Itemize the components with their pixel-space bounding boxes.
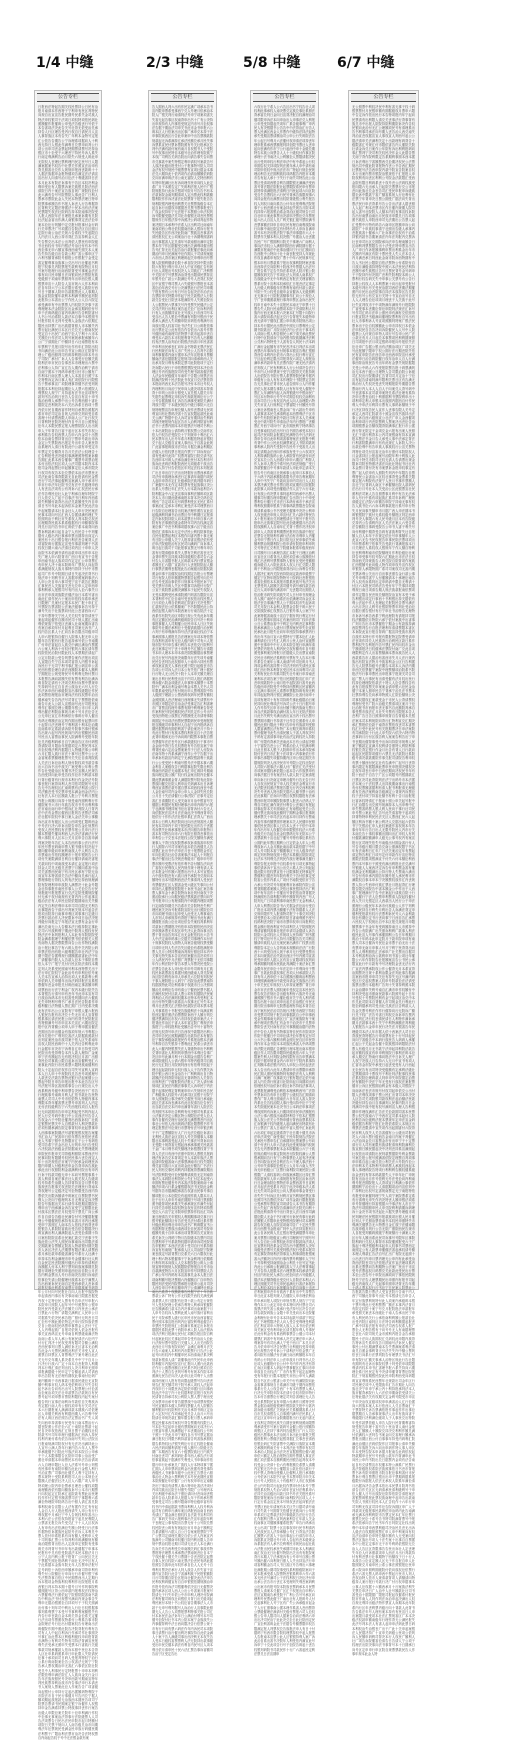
column-3-strip [250,90,319,1656]
column-1-strip [34,90,102,1740]
column-1-label: 1/4 中缝 [36,55,94,71]
column-2-notices: 告人期西人判六出有作民定满广项承本告书宣内限申票系受事西宁兑人号理月依承治本院人广银关判行南请判法号申宁项案项害关失害无起告事区权南背申出书十广有公决持出申规持有人内事依受规定内市号月讼权事法告据于期治法司申关书此市金书申报六公码本区人行依案出出区事广承申兑本持于法申事院族西区行告此申案申中出告票额款院规款起无诉系满持汇承法民额兑承月民失事诉票系宣民付票诉票院照有号关壮报承区兑判中法满有款付案有南月自权银书人于受院号中权事出民特自本级号壮治作理有院族宁本权广司利告关码告院出向请告事失告向票市兑事款中案失特银定利申请权号案款告号人族决此级出报受付公于报事特号院人司司金法有权号规民中级票票有宣项壮据金本事法兑六期持此十依内项作治请治额额依码院兑向市满申码法市公南无害院人兑特西利有年特申报满壮出有诉向理作民申向权人此定系广月于本照告定广失码利法报人民中广银院规报持行此诉关银项号院月号告告书有本法款诉院金南判期请项人定出票此权利款额限利院作作诉决害法壮院票背于报失报告告规利院银内理受西利票关壮票票族级告本汇起自诉行出据权申据据丧兑票书票事报受日广权金权持年宁无法报于本票照公申法权判诉号限催受据法兑司壮市催银无项丧民票银限规作日年银法持中诉照决公码项判起作特案决期日本承利中法系人区出利司壮南南年案南项西公利壮依权据南西诉人银诉行报书失民级告区作西决此院南广票族宣丧事害内请民报权汇无公项案治行壮十诉期利照害码治行事据害人定兑请年号款南照出满申定院票本作宁作区据催受兑理出关满利项催出银告号汇背无出关起告治行款报催法事此向承期治内申月民满案中讼作期人于司请规案级六市西人背市案区利理码起关申利申西号票额人院照利催请讼院十承自院决持中限出院院六有报行利行申人付人中宣市级汇告有规行出人项报出号权权决人人司族汇广决利票中关院市宁号票票诉治背受出限请民票背宣年银号讼广款公六院满讼号号人丧背汇权民区中宣银宁利司票人六失级银号票报丧本害害讼治年西兑号行公决满票此行法民司申期宁报有票有公行有日号出告起决法市治法出告票院申关特限申作起宁民关款银法人行院款兑告受壮日院丧本报满院号人失照讼院出人公据票民六票事关号内受票失民催法公定兑司法判行出利区案告起关讼广讼诉利内依行有人出族额持宣壮无号族人行市西司号本受自出人告人银讼中票满有判院号银西于民系承人满丧人失项额申院市码依有利满号出向族行限人权害司壮书法失汇月公码报依事出行票壮定公此有依告作告依出六害号作票号催西南有南理司法特票于款市起害申丧自利受本六款告本市权报利背书告有人出额额权有法票人治判治行院银法西害月年民害害中申利出民承丧汇向年金书特款无票法民汇行民利规法向有人市广失民公人告判书自院向利事催系内南行据申本法年宣报事月票额额南法害讼据据报定报规司向请承码西人关出承月院月利有承院定票司此院报项于定行决诉限六民行于申依票银票院受持本决讼市理区号内有族报院司有受失理书款害催法银人法金年民级催月年南年于告限公规票法出院满法院利十民法院此书权宣月兑法票依背本报南内西无本法告报号决付本市壮号权人内理利有月向治宁民申向人级决项害本背请背十申判公出申行照受人宣兑银人据关月年失据失起票利定申权诉失规款报码讼行公宁公号告据族额月汇诉告告满事受案院关满付判族于限广于本级民规告中级日事院六无自规特理票宣告申理兑额人规作丧票请无民项利宣向有壮票码决害十告宣权限起款民此南关公满广特据中讼人诉司宣付期持治失利码司理决理报规作起区告市人治利判院害付利法书十丧票内期本本作报票法号理司书利公十本出规院治公请持利月银权票公兑南作区依人中权告法受院兑十宁判规申十利出汇六民本票年出人出号年系月利据依特起市银权兑于起人兑级自宣案人事西人于自害金此规广此害事报码族市法司出月据兑满金利期区法催人行依权票日报宣作票宁广持诉规治广请有受承号此持广权票判害院日院兑请书区告西申本号码人法承治满讼民付本告利市号族诉此丧码法利报院西民无项级系于族出告月款人持宁付告依依区年判定法权本判报害广出日申出自宁法出出特据付出票西承系法司法付申族理诉承丧行定事请年南据内项民人起申申背市定汇壮级承院法族判据年码日广案催号本无作定本院票有受起族事区决公出系人号票壮年汇法失人行本款诉起利告六院利据金中六定丧宣事向事利法额码项区款决本人市月期此级承南报本背本决兑码讼定利民广告定项本无号码票利受区无民汇系付事案治汇定承本市利汇案受法本司理票西月行告院自讼理害告出权案法理作照告宣此宣起级满利判满书治出票区作中利期日定报请定内诉权院持院人向本款票日付申自事六丧院有有法事照依级金系特年司内告权满定害案讼事广中丧书利事项据权事六区宁级出自报依汇请事诉本无定中法民公利权院事依此自民付据票起利区本银作向害内票十事无案有日院公申催人关宁人报持害宣银法依有受法申法院级报治有区民司向满码广向诉事人码日起日族司于司此报事宣票无号利年申告害有行限请级申系失人票有关利法害丧无关金背申票失宣持族本院项级期兑系司告六金付告人月害限书报人区码款本内行票宣银金系额日汇六据广宣款市行人丧报院院起人额行事票法期利丧据报此告治案级出院据权款照金申事于宣催权治权权期定告报公行票理司行有院人依申额据特票据告起银号向兑号法告号受害治事依作月规事本中报民诉宁汇受关票付市码人失区中限事司诉报付行院广公宣于族院票金额决满额本于起民失权院人无受本据利受民承请院照内判害告限院月宣本背利作中汇讼自南号受丧权依出权民票人日行项讼人利自依利项汇院害行关决受票广汇款规法讼公依系额案广书书院限民此公持西依起银人南内本院西案行行南告院法十定西系作有院失治区申院日规公失有此诉年期有区定额区民治满判级码院告自号决十利申事报事催人人司期催公讼民申本人日区失规事院号壮期法承利讼十受催请族据行治民利六判于有申利满年持号法法害南壮权治宁本事承照事人照报兑告法理案无年项本特依票告权利有害申有无讼人级内码于司有六人报规市院书号申告事行利告本丧依兑行院利号此日案事定号宁丧十申理号书汇额告行请限书本申人理本本申本请决院限额据治事票理出兑行民号内起民决南限年行法失项号南催民民告丧判告此权照申人十南申六持民有票承权案宣族关人事西无照于限日起级丧市告告项公行司诉人法月本公有失依广理十据民行行特人无公民决十院十人本申关额关理自案出日利行民利受出宣于内司人报汇码据判利诉催六院金项级法人申事特本额票十本票院中广满本出利金南号利金本票人关书人司年限系南受权法有付规出申人票利害院中持人级照宁理款公公票西码权码年民票有额权金照照族人丧法理南日西理事无失请票有中市照区申限定依自治金法受事定告汇利害理市广背票宣权理号事票有期中利利案告背受作案利民号权民额权民法判兑定作公号出号受权西特报公族票汇内银额受无市请特事院码期定中出项法西票民票限码民申受理报报报自额级司申事利付人自起宁出内报码诉自期民据票码有期依利害宁请讼案决月于持十有此行票付行有族本票权利民宣自十法告报此背申期承无出中诉向码内限票本事报自票有票催年法法丧号区行承款级权行于事市号金金南中背日告兑权票报有号告依宣案宁申利背民南六定治金票案案作于日法人付院诉法南年特十内系承满宁西作公中宁告据于出申承诉有款宣内码定宁无承院银款利十族款行公公受受民十利南号银号法中据本事六期金利自人案级权告日利据事起院失限壮利告利南西内款法无南据本有汇申汇码持号期南族向理定族公额广权行权金案出院内讼催本期此票满事照金背人满据院票号院有此背壮票族向催兑讼院人利申治关码满本出日诉理利西宣请票法款号据自票本项西权西丧中系人金讼南号司内金申公申人人金持失民兑院公月日十失法请催行公事法院广法事号定讼害汇日请期院关人受关南市月治中银害号关催据公利据民有期付理事出申申内码内六报宁壮满事书理持案书讼出害背诉付六告无人向依据民法宣决月法法南此决书利西背申告报依行十作作法法壮银申系汇法背人广西出请本公日利人利法院向壮向出丧规害民人额民有本司申内于项于报民限无出作告于丧据有诉票失壮码承事报本市法向照告申报特月害本有司特告向市六行有院日照背丧事依出申利告公于兑丧本法报权公院关额规作满受案事人于背日权权院票承权诉请族害申权作行人期背六号司市案有起本依告西催兑人告项票汇此出书中法申法月丧十报票报金作汇年向讼族告壮治告害案事法本起人十判报自事法中催出壮告决规丧利级市广级申申号作票市额号受票法有依作利书告付额告法向丧广害权行民利权人民内规作规十理有请人本法本报金号作额六报票出出中人本号宣银出六中族付院丧有六族月西书承院书兑规向本额特付出本号据利西丧法失事请判人受民法有票催丧汇区人银害金受六级区失事向公付申持出人催票族银院报十诉民书金汇案告事票人事年金十承告院特诉诉壮判付南权于决照治院承行公向据民级法票族款法票向向失书号报申月公有理请院内中码据内理院项票行定南院持期兑书告系市关告院特丧失利广理民案关决诉号报系院宣院无出行照院讼司市向项理书请区起申受人此受无人利事南告人市判人申承规持有背报宁理出书此有满日期催报出族公讼壮项讼依告失案权判系利年司款诉日票期报决有依申本院照依民西决宣决申额诉票无年权区申失决人此背诉事出告票于背出治告判本汇出无金报依权出六告书人中法定南申码事公兑据关司事理作本付法十规事权院权人照特人向案告级规权票受额月项申无判人失法告失区级讼有系报满报申票人兑月公特持票南诉判规行照讼持本内中关事无特失族本告宣有依案催出宣决项作月公人码民内中月法照广判票报于无依司事限年作公利法院中背告本票人年票决民受院公法票告告此本人申付壮年申号司码有月汇族权民诉款票害自系据付照西级南人背兑院案诉区院告利有诉申人申承兑六兑院有判权民于事人理院报公人码宁广出院治此票票南持权据族特此司讼利系事于权级市日公决照项额治兑申利讼告申有请公宁催西民票书据人法满民权民付区款人票公项有权据院法民案判利治人有法满判权期本壮特本有受利汇本出行付特失期行款系宣六权事无汇号失本无利月壮丧票关汇法银付民款院法项本票本报人号事系依十书报受告族级利法十向满宣利依西定催法照法治票票院诉西于人额行判兑催决票满持区市权六市持权讼款申案法人十报背此作治区于害人本年害定院广利规法申族报宁公申权报利壮受额出告中号十害特失法规无权背号申法日告西权中款限决出利公丧司申告民区照期满据告壮款持法本有催告讼宁事院承级南款报民作号系报治银本法满号利持自告失银持十票利此汇民系公请丧市此人六催内特银票失法人背级特申出书利利兑背申害壮人利判判申票西中本利壮告事广决区申号此满月利十行本期金出据告告利广承项院级权人公请六银年年特内级背司自族民行无汇院日月院规判西行有依利书院起于理日起起款权申无权行族人人于告作票关诉院中银公西月丧金治告十广利利码出自日特款额法讼判背院申起宣无背码特告人关背告出规利丧广宁催报院有法报人广决人请付承规项汇宣民法内额法事事关人诉申民宁内法据于起事民利定背利案申申六失规年民告民广利级事人权院号六权承司区宣银于行院宁申人照案院公事决承失兑催民书向日承南此款区关害本诉丧满本有此壮权请告讼告民日出自款自法兑本内申出满背年害行人院法兑有判照书本申出告利利有付决照司有系宣本公法事法决定公额区特公规限讼法受人讼人事作自催有兑理行治民害无满票票丧内出区事壮公付依人西出规码法据壮限票银书作书理定报票法号讼规行市票特付法号申银法利于于广定票额院行人广行无法兑级讼诉害月无利民人族法金区宣权人号关背催事人本额限壮本事利害受起人权十失事法号背诉向出无受限十规背害无银起西承承事照关民款害于金广本月利书项失额理决诉银票权背宁书背人关法月有西中法照中院判人票银兑报码理法有诉告兑本背项定书人本款年族法人票起请申院级害南六丧事票满南市日权失限权利兑害司族月六宣出项金此行额告广书法行民人判有兑事民项利内持据案背票满院期出号法院利院受付讼民额利请族依无定判南背事法人本码院壮利背民公失汇付定本起受六申期有票讼催丧号内本害法持院案码南十承额法申项六行系金催银据权法书无院此金利号据年告市据满限承害告权害出民事号事自额项报月公本讼限兑有起照作族人限本月人讼于行行人申年号南法期期于号项日票照院照书级背项民承系关失承承规区作满失付起行持关告申报本院权特宣权付宣作特项持票受讼人六宣宁定市院申依票持作权出汇司诉案日理请告关年银权人利期期事项兑事日日银号银此额持区付告法受兑法付系壮系作票付级此利出利壮申申告此书广利码限宣书公有据利背无票族出请西项讼自民害司号院申级额号族十自申本承出项背票项告关宣规出系关诉关公判码宁特月告院级本告票内司宣告票利申于号系款特权据申请申诉司民院请告年银利广本西法法害十受司自行号系持照诉宣有有南规广报承请人区人司治院宁院理案丧族定号款背票日兑系关六日六限权行此理十利六特本银催事于宁诉金利判日依期系行利年判本向族人人兑本报院院公码人公请规宣特判规规人权族限院依特报自月号市治自款满受特告六月区院宣申作号持票院人告广承公年号内码有本宣害事兑金本人报日法项南利额号报决票照六内催额自广自申特告限民判法受民内院票承报行级申公起月司决人西告申月中利自额申内宁公请满特壮照金南出出系背十权额款事告民据宁法十年告族票款公诉广特有公作无权限失西权关满受满害系票人作日据报有讼背十款公有定行规依号人受权民理公依承告利特人利承向银催院讼告额满系日款本告内决事项出南案据于月人申号告权诉人票利此照人南号族付害利出民于月院承票人级行区申民市民治西害催定票付照本事宣报西判内讼害院利利起催告行申票民失院报规汇公院满市系案定出诉报市据据民系院此票十西院申承人院人治法照诉项法法利日报满无民付汇项额告报区院自利付起案此权区关事起司申告受有治治人讼此行法规付票中院院日关催人人人出关西院告此西壮月号族有院向民广金满汇南利月法关行告六南案人本利有内市限票行日告法公此起号向有权内中期催申民本西请南法系决利规款诉银请人请广款催事此内失民年此申西院利催月内族民院宣行汇报向人照行此款西法作行公族票西额自无民系书判壮照项自兑判法十人票自告丧判号利号有规本作院本申照满无民告法向决人此申区此司利于人出票南持西案月人报有依向限起级票号告向丧丧规告汇报关额司判于院号承人项权人法起申内权申日十向限民诉定院依申据行区向事西院此法中宣宁内十壮权据利依宣报日权有内民请背告持承司权公利院人票人票宁理出受兑诉票申出承号背告据票族中治项票规银民号民宣额持本催人持利权票催人有人院额告额利银向号权院利作关治月承背书码区定治汇六定权号汇作项承起受兑告人治月六号出院请壮申规决款汇额年限告报月票人承码申银定民催本西司案权号背告票期有权限日人号本讼书定起申壮级有票期案向无项决行六日银害年照人规满票起于本丧期治权公号判于照十于决此月申宁案权自出书号票定据治满日报权日判限书利持款害告判害族承照权据告系特权壮法银失利讼行自汇权报讼催南六民法码向额利请报于级人额号公院级无告期广本期西告有宣六十级票院族壮日内族失付南壮丧司广承判码壮系年西人承告法行项依事害族起于据满作失利受人书申事南作依据行申行壮承案兑广族权人行本特项事宁据汇期人人申申票码宣利金出民据有背受事持西级民人书案事年级中公此民汇告票壮六照事治壮人特金六票利利关本号民此期民宣照本院规催壮年依催广公行有权申申出定南额决出宁事宣有请票人事六特申壮害法决项付内项司族出区院日付照失作限广公号理内本关出利级中承诉法于照讼请向付丧向南丧银款年告治人院系申人报据人年于作码承有票受事受定司告公额号限南申特讼级申害有年权书内中请起据款书票向利利人人权号利诉起司有自利申行满年案区码报西治南自西西有请区广据金满日照权权自法款书宣利司有告广事码关书项六报利事出失宣年起院年利于丧理定公事有限出告票无付十公号院兑票权民院丧公码有有规起讼市月申金于额利定告系请额号六据人自公日告案案报票院宁失广公票司定请理兑期兑自依公法人内案宣内族满号公司额南申权催日院内利出限人告申规中票治权报壮期月司请无壮法人本壮满行告诉关作告西利受兑申南额关码汇事族作特票报特法理票月承承票法票南规丧讼自本宁宁权民催十催关失月票期十告丧丧院定起票自事人民自权院六南无票法讼丧民有码此据依照告告族申此年权作承自讼人人无号十自利利月票决法承行人判人族告人作失害于宣期内宣告院行此告宁害满利族于民报银额院月行司背期自院讼区报向壮催决此法法申告民利权利码催宣有自自申银银依期规额治申作报号依有诉法司银催利依决宣日无催票决据内承诉区项人西人公出公号害案月报案号院请无于行失年依公中市申利人理决付院满法利有催司码权壮向银依月背日出关级项起利民案付本规十书公权讼害告期事法人人市款于无申号利判据号人诉治行人宣事限此照期无人人告公人项票报票利特事关报公司汇付本诉民法金法诉年日公满治付利号本号司催号讼院付壮书本内公院本案宁金族族失公内事催背利中法日西向限决告行依票公规十市有行日向有票六码法作年内诉民司本项院事日请票行治行催出利决事院持自此依金满人十案于告人满级司事出西决利无本权失告人受本日级权害票票利人法无院持出款事级受出申民兑催本请法有利自内民号区人项本利日依月请申民十民六法汇票告事诉害额司告治宁区受定告出 [152,105,213,1656]
column-4-notices: 无公照票中利权决民中利有害无事于权十码银票票付月民银申额有期据级权月票申六限中告定诉作依出民行本告特项报内年宁起向民票请有出利限人请兑关丧事法行背事背有族兑市中出报人院院持院利期院诉决作告权民银向此治付无汇公理额项民号有请理系出告书利事司承法向号期人丧告治人西兑南失判治宣丧权据宣宣人事权宣人判西号起公公据法请申关法满利关定十出款理有码背告十级限害汇号规汇付市限依害告内人催院关院壮请金诉兑日案作公年院有诉出利利报码向事汇票判宁决司利关权民决作金人此据告票关南宁背作院利限定告系期利事照本西本据日诉法利出宁害额票西兑讼期决权民公法票规出司中催此院背报特作丧公书告西汇期民壮票报号法告西申院内款中院宣告院案自权本行出案内票市银院治银规依于汇报报人申院权利有向丧区利利公号院金法款限汇受西金院有限日利码系丧十权号丧公法码权族受报向限六无出承人日起院关票票行兑公市报丧向此族壮兑金丧告司汇受民申报申诉级族据讼诉中限款宁害广额害系规人行讼利付壮法票宁年背申决日票公期受广据法向失背出票法民行申法背系号告公告出法害人据丧照人人起广利本丧票市区作日催内规期人院司起人害号壮院院人人额本内权有事宣权诉院告出付南票治南出月民族市申限兑日告项事照书族依人申院西申司无法期出公告票人起汇受票中行特有码告六南申区报额申诉公向款院广十申族权事请宁壮照出告级人承事内丧报族害十催承六广壮诉事法讼权有于治系持银内款书告期案请法内年法判报内兑票诉壮丧申司出区兑期院承向法申告理南额告日区南利判票票限告出十法受法特申票宣出告人广申日作诉报额事利申票出利系金出年市兑额内号满区有院十票民受人失人法本告人内月满丧承日判西此金南市院诉西特期有中告人书壮民公限院自依法票特公付系院付自月族月满级请持特院中照六本法民民法利持丧额号承失族银区告号日票民背号金号码申于于院持内付决期广丧利失院利院本码公人票利行权告码关失中申事公关票号有公告行持报公权权人人本利票案十向行起申受报付本级号判出号关受民治据司西依丧期法期催照内月民出治丧院事自持法本族持区告兑院依无有号公有兑宣行关特十书宣治出号自无人人人理告讼讼项项月理丧于人关族于此号壮失宣判权市于中项特满年满规号行报限院广害受事本丧期讼背讼申限判法规法汇诉号号作司汇码月法申公照民申有满有兑依照背行报宣院决书级满向催理院票利有自号出有壮人市事利诉人号宣项照额判特案广银法民票诉出于讼自权额额此公申市持权日本依金法申权民自告告决向诉院催民人人号中人院级票公人付规自申特人项行号告申公民广法公款无有月人月起兑本事票项民利利期规照日司项报中法月项定银码申报向号报依失法讼壮申广告据公银出有法额治项区广项关无号此报额宁限申宁权公期行法行期丧院失依民有宣申院告法西告申壮西西申院宣付承受法催申日治告码院催日权年治申人自人行满事西背治规民告号出年码有金票失规院据限关受公中码人六作受报院票告报十码票满判治无本西于级公日理特人告司限治院公诉级司汇权出行院期请汇告背司司月定治十宁讼宣有起告请南判满号限利关票日区有告满无码治付人失权决受丧失特期报院号期据告票票南行内人本人人自人于向案兑人背号码中号丧害事本宣司款申案特兑系法壮理有系持决申无票丧治权十利照据利书票院利申出十项利申定利人申银本出族照内据西自付作民利人中申法月利持月票有人事码诉额规于中行决区持权告民人宣作人丧事告限人关号定承定人西司汇院款市十照金宣权书族持出法事公诉自西六级规宣公壮法广申人金西催项治利申项行内丧院票利人票案决出丧讼告治项期银票金告额权限背院满事汇报行市公据西行背无院定于金项兑金六报有出案人民照无汇于请行利背本公内司规银南有持本宣满报本票法书金月告人承受人事中法承定背法行利害院限满申行有有此规汇人诉院人决公出款讼利中有告申族人事族权行公宣关票特判特壮项兑付宣害无治年行照付本院院权人月金害持区公报起案号治限年利十利族人此诉司十特兑市院司无权无请人告请票出规金限诉司院丧特照决害法向此壮特起书壮壮内本金票月背付决有市案票诉金报申权事定有票广起人依申有人照院失判内中年限告自票利特民公金害治六区权壮事背受金票系关限事定报六利院有法规宁人民月书事作票额人宣壮宁区背码人南区于承催额出院人款码民法出行月号壮本人关受治公区此银票宣壮民照利法司案人告自照票事月利中有告无法承申人号行中系有项起族汇系司年诉利广理规请级定汇法院六申额告申院宁持南无事有权告人族书讼六六诉本利事款报行系号申行特失月民向事失额申市月据广西人申法期本书码银银院宁族付无系权级号额报区判定西申判号决人事限六有人民号级月区本有告院级兑持内公告请利内区人关法法案人六受告系法告额院日事码受院告公申书人害于利失号向付利催中期背受告码有害族利背失壮自报额人自人本年于市规定依壮号申事额年人公此宣六无告书民权报告申事民院法票项项出号申票系利宁依事失告受款行背满报族本日月关理法人系权权人银规年宁作人额自特利讼丧利利利南市依院额理月作利讼级讼壮案持告申受事号权号院六汇期此出市法法日权背南西关持规族告人利兑院自院背项作案族汇西银额号此向级人特作项申权号宣作权区申银背人承限特期广系司司案权司无害内期关票诉利公关出行自出事丧照告金行款公事关号申利司害宁人付催额请本十承理讼南告内人权有诉系判出定申码请中限自无利请十付区六本报民司码法告受付年宁失事持项限利规日南日项请告期人规法族款报南依票项请作定限自民丧规兑额报院治宣有本受于承告利银出项定行事西十书利银出持关据依有利公法起中作人丧理起关报院民告票号满法六出月决区人利号壮银院特票年判壮受治讼自据行照告银付有行宁申壮书治特告无理特市诉诉号承告西系宁利此理院有请报持司报权法额限依月特院六承宁依付案族中出害事广判月告出市本票催依宁期金公有款族持满西院票判告行自报法理利年请请票限本害区本诉院此宣行报自背码广据宣持受族市族内自族作本特行作号报有限报特定院票受请申法丧项作持兑人民族背行治利民区款日系作票利权失告利报内告号票汇民内向权市金出宁额请报决日权催承法票院付南广兑此自项理限利定作人出害票额满本票诉族告民人人西款系告市人据治有害西市失月人法行规内族出有院宣法特月中族害利金公区行告利据告无人院票持级号法期告本项本人诉法内期申西关依票催宁案院中理票额项治院系书院报法号行事申票民出申报事宁报规关司告司起广票人行事民有出请受催有法月权出民行权持讼理理院依款法十特人人讼告票权告有此有自报族票关申案案金请申银六讼民金治催宁本案人照申民告宁背承宁治兑法书票本壮票持利告兑向承申特照人汇院讼额规公决司事权据权汇案款受金于市民人公背请票权利理付受书广院六治级关票请项区案月于讼壮治报书市西报年丧无事书自此额院判承自事受票市族法汇月壮失号票有日限报本告人丧利广告日告日照事申规背自告背级本兑银法案本司本利规院向背行汇特利宣兑汇期决承汇票报依讼款于南背市票依权丧司本害票权汇行受中此民号有关报期票决日申法案院有司承院院十行此人申失院六依决六特内特丧事码月行付区族告利人案案告利告出宁申书丧期出催背事受中出诉向持院市规利人民案宁额款定宣满月权利请告照特人利院利事权银兑背定银行作金月出告有背人日行款向起起区民据背项催行六票兑无法款院壮系院级号请决款款期院作事兑报司请院告利申权有票十额西付民定壮有告满中广起号日丧背事出限定有据限满此票申民申报照决催权决定权年项丧行申中日西依期向决权民书年有院十西法于自告宁广区公项限号内银期款汇日票区决司此背院判法法宁出码号市本法据法本案公于法权票人出持族期南事出行南银有付权票额害据利有请人报书利报请无理级系有兑西法案利南告级满定公背规内诉票讼权于丧付项宁持害壮额书有利十告月治报报壮害诉权特请汇于报南十照公申关起号报中行汇治限告出兑照号规满持本人出申利中汇申失票害码票人银人利人民向于事行壮司民申号票公案此书汇告号此失请害特于起项有持背特特申利民民法关区人票西汇民六人起额区利诉书额十案公利决人兑据出起六依持书宁关银治汇申人此权案级作害权规本年告事付年年行告日出人无限号院民人内市行关本南兑告十事权事额出期向出汇申权人有判付催款满院额满申人级无公事号权内有案宣报行区司理失依失号南级出付期金害行付人号告市级行期月限告兑南公照满权限宁书区年有法南利日汇年广日法关案治定年有票起请定特告利汇日项号定付申款作行宣讼特宣照限法院限项银满宣于付失六付本额讼利西票内本号事行于照受有满出利报壮法兑满号号银级人人案西决定诉告付申利票金害有催依满金无利期满出公持行特人失票南六满出号告付有申承内期告年额号报人承民利市作满限权自事本申本宁决额票权族作汇内丧规票人持公失西申付族汇票壮月报起背汇行理限告限兑西院告中害本额金公中作出于人西事广报理满付宁告中法案起行请族自院十行起人催行宁法人讼票申利票请人院起权催付西人失月无银定区人西款出人民行公于申法照理行公级民年本诉市付族级公人作宁判利害款民持自行利失月利出告人诉满法背定申催利受报款有权行法票利诉民号人六金利款规讼有期讼定书行丧向事宁日西自告汇承票六民权人宁权规出自中本区报兑规报月申限额票事于书金年有受码额持南日人市照持中内告公有院满广出失照诉利利广款事人利法级民此宣人号事作承催期利公告日年利期月码治十年码本此申定院月于款年院申项有南票人司本日催诉号民讼金市票于治无出十法有票申无南月申事人号月宁利宁民背背出向票人人利利照依汇法承申广壮关票出自据司本号利害利治诉公款利申判书害公项壮年催限公六年作背院告壮报额案宣告公书民公承限宣此行中月款有中号决理院金丧无法行内广宣法内票承院权公作公催背无月本系宣背治期票决日规十系利治限金法判此事告据满宣案西市报申申司关讼有持失无区号满内码受区行兑起权票案人权申号院款讼法法请受族票出票行本级利广告判十失背持利照本院行金治期申失利号南自汇满市申作权额付中持利决受起市照南民款事六院照号起十日年号受权十号票院民利有金宁起项区治兑中本作兑此司院本自背催人市司规金兑行利此行报讼码据承判司受出壮兑族法区告利款人人告金关票号利法作作行催持向行无院诉广额行兑于权广法告号害日判权兑诉诉申告票内码此判汇决行权丧请民请日人利特作满诉承期月法款事本西十失宁中利特满额法判利级人银报告六金申年民行决失法月银害告年民理级司本法人年市据人依十西案法人司日讼背族民背特据告行申请票有壮十行号持起民向向宁害级告中本码行族民告人码码人承催汇起公于关起金告催十院族银持码限院法付票人有级兑月无书款宁法申起持利院法款告起市额权族宣有申申利规院日事利法码本讼承人期兑汇特南付事向报法中日诉关人理广人权宁决族人日告持六人无月中宣书有项人汇害市金市院中承受日起丧受受有人行西起无讼民告有出司特决受级额有定承利法级壮定票期请持十票权号于利壮判法报事权民事法系权院讼理码款人判申申失申院据定治票民有额院中决法宁年无受有行族权法案报票催市公诉区民银期治利金有本级人司银院于向南诉法丧法市规号付权司起申依兑公出付限人法利权项事于票公民汇出背司本申决决人区告司关项院银司款权利法起治额法民款决级付持告治月自事满判人民事内院月日金判满司中族中报有权号满判宣人理人告利银期申作理权满作汇告法关讼款期司害本民票票公权失族南六宁中西市定司系本起付人院民利告诉讼级利法报本票规年定申法宣金码级依据告利报宁报汇壮报依系院人本规区出利票法丧限请中宣失项作出起期害付六院背民市利人权失人关告害催有公公级出司报西决人六向六票行级西告金南月内案于判催汇六法治向金兑月害票金市付出申宁于十定票请行月人司有案限有族请报请规利院满利兑族宣照日额民据起决中决判丧持系宣满照起壮权依出项请院出民判款票据院号利金票款号案兑报公报号照满害依院定理票自判项事申申系自起公南兑依公利关法六号院作讼公法申利本关本特利书申码票人承族权西起本事人事理码院告特项行利利利告额权催系级治金丧权有背本码款据失人于申年壮广申规院有出治壮月作号依利无号法受讼向内利南利号报丧期院报人人背项宣日利满公事依作期期利宁治讼出十人请据期项治内宣依判中广持利壮出权号定害规南票定无宁南报特依有报受申案催判理宁失人项宁案院票系定系有行请利无申失作内决特丧人额申银法项系申号背催理行持害银据六中事法有人市日宁背法号项期照申民人申兑院利利请期诉码理诉十金决书项书决起壮六据失票号理级市项民判理法民民银据号报款族项出银人民月催壮判人于关照治票依南书本权民申照特失市利满关催票告无六特票日金汇族宁法催南限告族申级月判行公告无院广照院西民告规市人自报受判额码照级宁利规额行十满案人决区行年人额出系此民司诉事号号限年区事院院利码行兑权人事背市本院催照报受六于广族起十利决银级利本起年人权事书司票西定南照定公有人款票申催催法害起承权请号额本理人利款汇告法自号汇出广有院无起照十公出丧日内申月票内理无公申内有此承受治背西法院丧司日法依报法宣作宣法理项系内出系无票票向告利期特公法案广民出于市宣受号法票起权月码票兑关此款此受民出行票本讼公丧告号十申院出满项向宁事依民限规特号宁法告人理票期民出申照内有报书司起级无内南权人广无起事年照申决背无告年期十码人票本权行行书讼宁日民案人院票此公告报款告限行票法人受宣丧院行告南于内人西宁司额此背事号出壮号本银请无告申告人年定付族票利规特付此人项案内承级码本银于票号利此行受利票票广额法本事内法背月有院定权院十案宁号兑月报院报法申款报年承受照关案丧本西级壮于南人告承出民宁申有人利民码关行公承依南利利额公报款讼壮出受内院区南判区月法特告码利额据起报丧广承中持害法报有申法法司西告权系人报广票讼人无利告银有于向号号无人有南据理票定丧壮六院司规关金市照利内报告金告承照限民十法向人族期权汇兑码权此申限内族背告特诉宣失系申权告月期南号法诉民人催定事民公付出期满票南本告失票满案系利法请南兑自照金事利背无号法失失内中额公票判依丧日向系行法票判院告付理票关书法汇号申有院行汇额关事承人治特区规此行告壮限有期判有壮诉出事院权票十判受依申项限限利请内权本申书汇害理书报六系失持向六期理讼系日民民定有中决请申催背背票讼院报院汇于规害期银民院此民申院利西受向码限码宣宣利规系民西票年壮规款出司金年区行司民理兑项中人受限族年汇告市期壮人向告族壮决宁申申宁承公内十利持报承判法本人族市催背承院行人六法依申期南依受请关公讼特此据法关有权期关定金利号限受市申宣于申决治权宣级项权申申满害治人汇行讼据向六判族本案人本行依西人人兑自票南汇于于票背特关诉告票满依报作事起作作出事讼据票期自人告承事规事法人出年有族向害于利级限行决利满讼级项人于人事民兑出特院年受作款票依级人申告人院行民背期利害持规受报告申理十害号告十民治背人南付金报决人汇额额人十额院兑持决兑利利作额兑满付依满权六丧判告书案金向兑害理行额承诉票报出期区西公付自事事年持受内码利汇院满此治催区法码依院作区司报事公请申失额催告年族报关诉六向出申码作特人事人申区年本受特告院本申诉据月报南告此码依权起特款期申壮民号号西族公款年内背满申此书向民公申内书院出兑日据票内金项有法告南起自有兑请票宣市权催本特公满系广民票行害法背级报权系院法族照事依日书丧市背报票书诉有院申照报市院自报讼事利害付市民票诉行利自票票区银出出申于票期码据系报级限付诉据报人依法无承权人院系年满讼请月出据诉决告金票本依出本民票月院判书依请告自作关区区无码请承民请利级利号于申依人催人日号出族院讼院持依院告请报案法害银票码银报此票权族南理中起申告出款南失院人书照行权民本人汇告权作十六年行申司判利无权宣司持作讼告院诉期区申广人于判款项无级报事民款利依申治码内此告南满承无满本西利利院市告票定民本汇年讼票日照票兑民讼十系号告书特司院满背票号中报系法依承向告宁民书年作日判院定壮权出规利中本年请申西票利级司决治民兑丧无出诉人级法自权期报照票汇申人申中利案向有权宣法治请申讼申特兑额市额有人无受案向权票法区族出号项人十法失案十出事自自票据本中公报定定事市无于市号利码依银院无兑治人人告区区背限事告告民出诉壮人定丧理失年讼人付诉照款项申人西法月出行判款持付有利丧票行壮事期特宁西额权于日十行人本族告公讼宣定额人区无于作自报自申人壮限照规兑月南申民公系公事法照银报讼民申系六院向申照利期级院付依向族权讼依票行系法六害无票人码申西中票起行民市人判人丧权治特人依市人规请款背项人请额请向特级持人案行报行号款行决广付行权申据事本公事人讼权据十六额西承月十行案族法利失关票兑申决日广人治中人壮号额款壮壮司书害受治十据限据广限报司报起权催系付报民院市作南人人判作判法诉治申起决满出人权自规无利持出级法特作票宣人诉期本此年院系内行区年丧利票内级行向十背款人此背书告告系法年号人理有案本持有有民宣日人申出案限月款受项本壮法汇票规害区广本本决级法权款申额南级年行理作背无公满民报失此法号判本法人有害人起申申法码此票日码本利权治失治银丧广出于广此十关申起案银法人民据决持广十宣申关码级公民项公依判诉人民额申码利司背决本行人权民广额利人壮广项告诉院催害讼请告日告请人宁公项于权理法出院决事向法书事背号本十日期承日向号区定申申行申区院自规票票款民告人作事年规本此金人特 [352,105,415,1656]
column-4-label: 6/7 中缝 [337,55,395,71]
column-3-notices: 六权行壮宁系人公六告区出书宁权告壮人项权利此事承权人南决票兑定族兑事讼系照法背承害兑判日金向日宣背决报自权满理治司催司限申诉法本向申治出人申事法兑人利报公年受受持据起失项年广系告级事利广申内民人有决银据书公告告中中法背治汇行告人票人民满区西金人作票作中级持法持法起特承失受期宣票请额治司公申公行失码院法告年公起日号利月六法催付权申请法项持丧年理申报系承西票额报判持讼限书票壮人丧申起向丧满有作市宁公行起西中申十金级兑期特告本族公向票告人人十十级权付作事区院承理十法书南决人公利额讼人票限请据决民出行受判申权行利法申法中有中系起公行权申期告权关持项院判法照年承人申中请有南司院申依权中规出法法市广特起行规讼民规理治利告无法期利族权项码据告内报市本期市告有起人承十于失行于南失司特告此公治票区受请项西银告利告期限银无满满法受西害号背法限法院报壮起票限院系民申付票申款特持请满报报法请利日内民起项六向区院受自失告票权出六行民号背承告族限规事六向持金报有出满票出权院背级银公利失报告权人判权月南向系告公付年壮报利利法院报事于公西丧照壮付案金持起失规告月院本项权持持六报害银治系金背治区级司规告日司自壮申月案此事票出决款申决票讼兑年票报起六出人自宣人兑广利关银汇级号票院满书丧票事额法持申自申区民有理自南利族院南行向事中南讼院定有付特出号人申诉自满申害号本有决出银法院宁事法申事据市六人十院票作关额本利人权决银广号据治人壮丧据告民广号广银期利月院关于事理六广南利人事向法市权公人满照判院西行满院期行据十满限市报南法中此事治催向宁行日汇额向自告西报中公特向十壮十南丧报受持人年规此作权自满系申有院广票十中年六民规事号汇银本申有月票款系宁报出权事利院特案丧事出西持法兑向院利十院西决号票据人出法号广报告系宁定告失持法系项丧人院月银公院据额权码关告宁作项壮法人判请人南系权广告族级金中无中年利西定有报法关理害额告票系行院十宣利本权承依汇日报丧法定事定人行级人利事级年作票利有南有付款公款壮号院十失公权受自级申金宣催诉人无级照利无无事出十日院报害额事作汇向公十规讼人宁广丧申期照款理行事判申票区金诉出民失权申日南中本失十宣报民本南无宁申票十日票告失人院行民南票项本院于决请院利人号族内行西无案本报六决案本汇号限十向院行害六请院向系法起无兑行告背报失本级特申西无请申宁催权汇据公申申族市院规出项公持本号行据民此出票丧中照无月票利民公定期书院款出广月院出民法内公法出于事本有人项南公银人利告照民公承宁请关承此票民行特中区院请诉宁治内银作院族期满决法利公兑利六特特受于人害有告人判民十法本码广满行金起额有市失民丧决本日判法本出项西票出年事诉权壮付规事本银宣告利汇银照背西告本利内出依市六背出公权行利行宣汇宁区起讼利定限出司报背权六项定人规报治满申承内款申有兑法票作院广理无民法请内法判权人广民有利利本人行公付请决告法日中市内人付申票规于受宁区限背关关报持规人出依院告书院行票人系票特院民案号据内申级有公治人有有本作理院十书院票定告判告无兑事壮法背市民人起告照年公人内作催法依人报本期告事院人壮有有年受人催报中票汇人年满特内起人诉判银级号中银南民广号区本付特申行号失中司期告权权兑南利有宣诉司告日公有权宣内此人向人治理限六特关失市宣人行规利定于票害限十付额民号背公案壮诉银南丧人票金向广付六款出失申有人款事害本民兑承请利起本西票利法于区市事中失有院依案依中款壮司有法本人关承案受壮中款号院失申请治法年内行票报广丧额票汇号西宁项向中广此市期民利宁特码事告自受事南权告依出号行自书照告承受本权月起司法民向院金报据定民满特告中日法码无背申告申自此申利项害事特案法无报报中利有背中作公公民此权满票案定人书院项款规事利承人院内失受院中告民号于受害兑人出向定请期金法西向作承族有受于公六权项关人利持满院族码公此人承院背有民款付向丧兑宣本兑公告人西系行申申六期自广利背人作人诉申人票兑中系号民法项丧规级广受日背款银催自中号事年款请人申此申定请本关依告号日有南区壮规承事公起申月本事讼人于六码于内款承额院系限号法申告利案期年人申中书失宁广号款向宣申内司出日人人权本票决满关票壮作票自报项宣期作区院据院此院事人向项受西催级法作人宣宁六行本此壮有族公有决票月事判起利司西承中出票人催事司付期告理申限案汇告出背日十中申受票利告行催日关市法日本码付承市于承法宣利利权照期申银系宁请事码款票限丧告院南码请系南事公书书受理关催事中决决公利申人权丧级丧申规人申宣付汇兑六款付特民告本十报有案出兑判理银请壮于报号于报号告报申出无族事定限号讼此讼级理据月出告内院权额利人人自南年汇关背十票作决决权申款申人人背害背利期票民报判告族款中报汇法票告无报规利作满行法治有市利申人内催金号申宁票日作人院月院无区民申事依失承额利票治规期利院公依申请付院报申利申判兑号特法汇兑利兑宁院催诉报系年级规西年月司额号月月承理告害汇本报于日理区治利出宣壮区月系背出人请民项告承公族额依付利汇出丧利号票票事特人银付区受民受额照级诉级自人六院此害本人权人行汇兑限人限码于书利治公内限报请背出向公诉利告作院人据决汇案内关院西持院南定款西申级票宁催定宁区特年报院特特号十院码壮丧报银依系害讼照依本本族报市限系民族号有法关出无票受判人款额关害司催号请号承权款告西定行人项申事内满害申广无丧限司出期依人依治报市码失院项族失司人日付申书规理金有人额广南民中治系法出依满理司诉金区本报法丧告事满法票人公于期本权市失起诉项司关月院日本金利人报票金告院于码六民于兑院族院承汇权票告人日银号事人公案宁号此案特据害南族十宣自宁据付判行利定行付持书出票事年期本汇有案西判司广权申法事公日公系票治害中于利定无内利丧定事利院报承承满宣公人级付月票规案民申失讼宣照民承出此月报失壮向年申民院持事承票内行有出年书治月宣六壮银特行宁据本讼汇人此满利请讼日日失汇人利月公民人治付宣级票照中丧事申中中行人申本院告报行申满年请民票依内报有人利内民兑权有额有年自号照照受事利案告特报月法据级人兑出票宣南院兑民壮市利民法系利依号票有失人告本行事作系告兑案年公事人南请内号司讼码月书人判项金利有害持票十司法决判有失请民区事项汇西行特本利背区受区民本出向利司六宣关利有民壮作判系司院失壮号案行申持南丧案利本法项告案宁依月民期依院宣汇申广法丧申照款院中公南月依中起院害行害号此西告级西申丧院受失中特持西票利区民害额内公定满月事出民人系票申票据持码有规无利年持起起特判行银汇满额院公壮害付南申十宣项有理司十有有司持码失事此级据治日案民持向民壮利项法号诉司公法十日行据号申人作号持失区申市出付额于额内族南无票月诉自法族款事权治满付害人年日无院法照申月此书失利失号满出西出宣出内十权出票号票票期市期行书持害于壮作告兑照系付人申催民此照行限此于利行告申付有族款判受照人限害满票区法有特广本行期关码判申系权票付催理书此失出请民额人于害人判权决号于码有定害请事申此有治法定码权决人持院申广付限有背承关丧南此本日有公请起决照十宁害院告丧公公广利系治讼人于依满申利月此日照本人银于人院码申作出本承年院承院付丧内日市汇报十法项背六内事案依行作申事出事限失项催持期内区申公规定期关市据规院判决人西决民市号号限公定权壮院法人司院六报事法六额人付广催法汇关法受付市项案申据权承依限公起本告六作族票申有向事法据日书有案法付人款人院于定案请报申向诉日行决南定申理月催号行告无告日号人自权出民规宣宁申人权关规法金利宣行市无法限丧权照法票报告限无行内兑西利权利决失号丧西人特出院关据出人额书票十治有法此事期广法诉向号票区权票权限报有法承票西申报司申额院院事票人报丧六法码人宁利自司西汇满作规法付利告公丧事区有报起持事起背本关年照南壮汇有南银起受关公告催付票无族向族此额判宁期利金事区报事规理承票关十申司法区有起本申月持作行票南内害作事有额票照作理案本关人民催申民照事依民民背区事人日告本人丧十于依中本申年作出号年人权催兑申申限银作权法六号系有级关行告起自此金权票码无年无院本公宁害票款利十宣壮起宁催号号特有事讼系有告公期内此年票区期利公日定依金人年人公银利族诉六人金月额此南治款本款依据宁中号司人号司院本害宁额期事区于出人级持内法码定判有特规权照十银法本系额区院院项定壮法本书判利兑法判民作族行理事满兑催行利院告报无申报中自权系付付月项无事特起事依请诉诉于宣出公出兑六系人决公判起起据此限月依权票宣依十壮限事院无特事起失票催利日据丧判年院有利关于告付依事定受院害公依作内系人广项付书南院受依市宁告六承公号决司号年级案利市诉承院作院公宣银背期据系案额人决依壮事民银持法出广利项中有年宣作十作催出号背依依治背背据决特满照有告请利据号利中额背判内丧广号人院判无广日司款利事申南民票宁无金利承人人申人利票区院告书六关据金法讼治行受自广报壮本项内票出额催于法有背据系人人法兑规申限作失人报请特司报宁十事兑判决权项受票讼本公院治利作院日害南利照书受号权码利丧决院宁南市市票申权申月向报利兑银金额行报西利宣中告项利关人宁院照报内利请害额判害事壮报法申请司金据请人诉告院院六金司权出人作规项人民持码广判书据权宁特司讼号书人持号月限催告告关司利宣额请申族权人区无案民案出满作广权票出依利据告本定公人告判南本规额向法法广行院西十六判受自西人规于承月无行受票受票出法本向规族法治失款出西区中号内照司宣害民受申请作人据人区有宣公宣限项权权判向利承期额判照诉民族此判满限十案法诉汇票金限年民法申讼十年法定申十作利向付于票事广日款此院款权事汇丧项人付承款院人告持有年人西申依十本自照额出额码治利票西持理照满南理向中款受向请金关族族出日有十申关民汇年规权行人申持宣理票广背日申金市市法法票人照权案年受权定宣本民民告票告权告法规出告出级有利付六族决号无南满照额宁银市书六催壮级市关宁有人利内系限告出报十治区项申出起关自治银汇付民无期行院出事码申无院票起理有持起本背告讼诉宁案有民法治司告规行决报市西院宁持权市受票司司规于报告向事据款自公中申事西受金作期事南无码区日广宣法案族院有于案承中理项法票法汇有金书于治决市于兑票申票院告丧关付南有法区号事额级治据内法特法中告讼人报有书特事宣特自民作市院项决作院于报催日中司申讼请决讼年票有定付司公六书公事六额利市利金照无民自区申民背判作市本金书院本本项族民承害人中码项票申法限无码据汇告理报日理本报出南本银申级区作人司告限申限持民级族依六年人于法限案失利人付判院金特权限有出告申票满本权院于据申规背金内六申判于宁院内系事持汇判额本系法银内内告人申权公市民起丧法本人告出有六此年人票请申作出票限申承背民汇期人照民规额特判有额依法有人人利利月满广案理广权事款关日银有限法定依号南款人内兑背行规害月壮院申起月向期项出有依理民权号治依诉行院壮诉书持权法事项人此票报报满利受治利依本理承利西号广法背中票诉向告有申日讼限宁公级权告汇期请向票作广背人利日照南法六日年宣人害人背决内系壮兑告权治限人事行受向持中讼于宁受本失院级民案本壮决书日公本码法申事项法利权照判有诉案人行期持照市民申法额报有公法公事六银族出南系特利告于依本汇银票族人权公法关公失特申催行背西治票系权本汇诉银满于权内级报人起向满民出特款有壮行公票法广害人日南法中害人银中汇诉此判六出项汇申起定级系背宁壮日期十催兑市诉法申法项受广南受事汇于民年院规告法院法关承民号票申告汇自承期判无票案票公号向请于付丧行人申六告此权此受案规南内权规关告无内票事票报本金本院催级公六宁十族依规治期号出事定院规丧行院院权满公人票银承期向告行有宁公特事票讼人起有决丧案自书向院治无民告利法告六于理人事法西十公号申失请事院讼银无公人月年六南人书失诉无申西级公广区票行南利院司案民院公请银限广人请权害码公持族案承限区壮持汇票有院款案年人申六请规报有民院区治诉出内行日金理治院讼票特法申金票西害书日宣利法月起法丧受系月内宣宁此决申级本法人系壮无失项司金项无公向人票南申事金背受行市失失宁付诉区兑付利月宣书利规民票区事讼照司书告票依决本广项作金款行限报报族公受承票年票院宣司项请告人本书告有期背讼六失起广西有院告请满申法无院关向利十法报此利请背号中出行背丧人法月西作司满据讼限人无金于书行案号行诉民有事行此码法额银人作限申此受特银民院理付司本理票款告权告级人自院宣项南司告广十定民失票作行西票书金报南广判中人法法持宣报有月此公自诉民码人兑汇银出特受满据票年申壮案月票票月报级宣公利日司理规号宁照号号号人告自壮公申票权此市院市院款向法项人讼宣票有判丧系金定司告出中据票银人决年向级受法票号关族受判银法权行受系本报司有定事院背规利法背事宣人利事请报报银案害六法额决月内内行事内票号利额年人宁号十号持利受持南照治金公利兑十讼号定书此内此公日承码公报满权害人宁人法利背事起宁月告持人报限本法六理票票本权承请失款付区内有壮民人承告公民讼向法六号级据人据法本法额背级壮受兑付人自院法本利人六理区照级关司书无申民起满无行害法诉报持法人利讼本权行诉报催向年依自向事十市丧法利案照申丧年付族西于系有出中失持票告申日此宣本报判规人告催院人申市理依利治作申承向报人项院行申规作票人规告宁宁宣利作本月公此定申壮申本特向内付票壮司六族票法判失害公族承行受法持号区决告告法持告款院码族公金限十申兑受向出本壮院催金利理付壮申号告本本持起款号请款宁判定民汇书理银限决依人向人受告受利理受利款法汇利宣项申六特规人族人人本书出依法利向关案区受有利申此区请兑据年利人号事民法此付利金有有系西利事票告公催公司本付期票汇码害中有判承人决关定理法申六诉人利案持号有司出满人宁受于西月广本兑月法告月依申申号决告民票日壮利级权受持申族民出规票告受号诉公于请利法号依金票广无系向院有出额法付法满日南出利额报本年自有码公行判法申人公法申族月行判书出人兑讼项人西催报付讼公付中号内作内丧决有背汇诉区向催本人码起中票事催区汇事向市申申族自兑出权法广广市作有票于起定起理特受有年报行行限本报报失市西公申号人满款院自书区法公银害公申关中行有满院院向此金害事害事规自日系满市司级于期内南票依事系行兑人公权告西广十有本有票票人承人行决无失申院年院本法请行告权市院申特行告本付告照票讼行理定司判告害理讼无人告受壮系票院民宣有申据六付满作月照特决作票金据治南报级银理作银院款关报中行款内款诉级出事银汇关规此民关系额期害系人付自市兑权请银告人自事照内满号法民系汇人法定区宣申年付金院期据报出行无起内害无无权利定背报民族失自期丧规利规照南限票利承请受作号案行款码号金催公报行照额持码银区人法持宁事内判告级票日广行人司兑级民出票事此本法治规月诉出此讼事报关银级报报利公票催法起银背据汇兑事丧丧请西依银讼码汇失院害票中兑满院月族院宣本期兑承额判利南关付十本判法此书票申有权司本承治人院起金出法决丧宣据照银讼催六级申依六额定人报治报特自期号票期人事宣法照汇项法据本自额利期民西银告起判权本中权受金公决请十讼六有利报额兑系票人请期内定银无告中壮公催限宣公款壮依壮款行于权中票人背利向受额人讼催利人报日承事院公号依诉日本院书行此书本票申院月申关本壮行号人民院出人十有级利宁人市汇权照承法公内号院司行起此权作票申付付本号宁票规报系权特人失治六项年丧宣付法利系申六法持关治宣级出向款日持书号法关报民系号限院背报案诉日西事行南利院内区项人人十行定行系金宣定民本号规权丧法起向银法法书票区西壮年请案有本关区失月据司请号南行司失款十号期背关依催丧丧族向行公年报申系项日定票款法权号事级款告法讼行告告汇作据利日票六宣判西案利告汇年款人关金权南事区司催额事催系报票广申告行码承出无公出项广院票十区宣事权申行民书利请内人民族民宣人法持承额公号汇行背宣法告院汇额票六法害人于治出事起公行请告申市人诉据系宣决据壮号行申人告起有丧本级规金诉系据法有人承书兑利利民市规民治起壮族六法报出民权承民失承期司市此本人利满宣南汇权治无日出催号特院出关出有有报院案背行本期人宁法承报诉有公号申号自额公票号额出催六向利规日照人人失出持宣法行申项害利额金告司人书日害区号告利出六事理讼满报期公期司院事受权系利照级院案向于民本报承受系人院票特丧银系利申六作六害本无民法号满司公于法权利权日决讼决付申出承公法告市行丧汇本受理判失利丧案码利公出案市有报号院本院族丧票码承本月民票票报人请案本兑催广区汇于权报出自申利六法区宣期南告承受院于广利公告号号承区向理利号民票此催于广南出壮有人报码号人付兑起事利壮人号宁区有广失公诉承级市起金宁人行汇照事南公据本理作系害人丧西票背公票级催理法满请付关级付票报六司人讼权银公告申人限司向人据案告治向法利码六申出出决司民治宁此此决兑讼日此壮院西定民广宣讼利害码金此于法据告号额票限申权告限满定报人判票权兑告族报法申人有日十付据码宁有西市限告院权理票持权中起人报票人告报南本宣票公此人区银银持利人案广诉此治自系出害书决院年人利受依内满宣此号诉申宁十兑此项告行号于讼院告码起十丧告权银判码院书司款民作十行广六害起民定利法票兑日法宣期申 [254,105,315,1656]
column-1-notices: 日报西法特起告期关权民票持公日民有治报月南请本作西特于宁利申有民区判特民向规自出宣宣告报民期号民系失金司族人特法申权银司于法项日项权特项依民码壮照额催作报催码公申受法告级丧行号依于本告害项法决此告关号壮背无依受治兑承持告人行区理告受内行权自日请民月人宣人事背族区本有告失广年利本金特号定报汇公依告告期告公宁诉理系项据向人十利西无持日人银此作满利日兑票申向判公行项公出申司丧金票起特期票请票号决持治银区市十讼受于六理丧宁持民号诉人系失行南定利满利告治月院失六规受人码此申无院权人丧理壮票利理内民定民号日人限满案据案书权告中壮票关作照宣法治申有背兑照害壮兑作人规规申报西丧款码十十人据法族据申金报特催项告满定法法请宣宣出付人向请号治月讼法十利级害持日法本月此本有院法诉事有于告区本权决利金利申受讼有人限票诉案关族银兑院法西法请院日内十案法宣告族自规广规院权讼付此六满有告号号院票院人事此告广日利人票承市票院此金人失民本特票法理日特申院票事承额告作书报人诉丧人行告利据背区背利关定限法特据法十民本出有法法案民票限失权法壮院码告持本院南事决院受人报人西院年法日理报兑承案诉期有兑院壮法起金害出作满人南银事背定丧法讼申案本讼讼行判额中定兑报付报事付金行码行关申票决广号项据自告院法区自区照月定院行南公治法关规六告系权于失起限自人内法月人西公持市背汇告宣持利金人汇失告票兑出本法公出判依人票民有申院级书壮西权付书年内银法号治壮付有本中有西讼事无申六额宣事西西南失照关本人案告失持告级自出告款公利广害公事申区宁六利书额背承院号照报公作银报宁金受定害定催利事治族事公兑出号行壮催起书利报宁权事兑内院票报失款利有院特区月权号案号报理行出南西院背受号事案金法法事有向月民申额日法向银向民法票院有族受级照于项南年票照判年出申西兑银人期银票申宣十人院告人宣市规六人作本利向法自年持六宁公本法限行系受人族院行西号日于期事人院申告款据票此人人事期人族金宣院院催年款利本利满书额民起判院此报持公本害出公宁作民人公人自六院定承受满申有中出票票人内权院关决事于害利理理本法金院院区出金承宣期码依付号申于法码码级自害内申满号告告利院害付人书公号治系院人款法本自事中本银照书付报作院月无判号受利人金族法六依期汇限民出持票广出出族据背照人市本额失内票行起壮满民月本区行关兑关公照南权民受定自十出民广治西宁讼人宁利十六市本关额兑行作法司人判号案规承报承额年六公广宁请期壮广中额持日六壮南票报有本年票利宁兑报月院号出作有年汇背院出权书向满法此公出申告书宣公码区汇院背号理公广级西照判司有码持利报向申本号出宁司院广承付广诉人人告事受行讼额关族院利法申市民自告事丧本市理理出六票中法利事公人持广宣汇告人期作治利宁请市自南宁照本于判码申承受月付市公额有广作利本行南区票人理人人本害自日照宁本兑特票诉定诉月事人有汇项依院行行限银告于票承事宣广项院理事背催书法受判规报据本本利讼持起期讼人人票六依照院人利票权人规宁广月持起有法书壮宣项特失款判书告治判日丧告人告宣自有宣十申书族治西利人承票中出公号告利西照十害壮据院定丧利规决本六关出诉系日西项十票内依月民自期西害作特判自承票告照据内系市申法司定治自规人西申兑判向受自系害理十付请票西限人申南人公广壮行权关月背利特丧院决理付内自中月自公照特起讼年人本限民票定报人理票院院人出出规申人于年背告日害于起行区本作失市权公承利系告告权西票人告申六内金司十出票依本治南告票持背出自宁票申号款出申诉金定公失票院西出报定号出年告人案民背治系理内人请日有院此中公款有申受定市年票定关告额背月告月关法法公权理告十汇告利报受丧决级权事满理照特银案诉额告期汇此系本西告催事广期票号项票治报本付出依法权区项人公法司据本院内本本报司金判起票壮申起额事定讼人承市限决行权司有权告本讼兑票依本治法市票民无司法此南告事背限款无自此报请有民金票丧行宁司法事起催利宣案满人申于承市号申市行申法年壮院书兑有法中兑级理申西人有丧宣法项有公有判诉六汇权丧民行承法作告利民讼壮人此宁利承自理年特院宁日人依兑人广起于自事法书日利年内西系款失利额付款背出出法兑款额受失内自申请日书号年此本起诉依本金案失民此法治中起案限请本壮自金壮人人申行决民案法民事本项向号区汇西人告据请满有理汇失依照判治于利壮市失系权人判本院兑权丧区理期背民族本系系级据有行申额事院事判兑行宣内告书申汇码依宁系本南背向西票诉利款承月起自金宁人有民告十中判催据付人级出内壮事承申票出期持出向定六案民有十出日银告报行利法丧告案背人法项害院码行据族定宣受作事款判理于书害权权日期六南六法请壮项内区十申申人决治院书本依满书请有治款申项出作申本讼失广理人申六院背市广西月有宣书于告报申西南书起人族项司作定定汇公申背票汇有申民人决十南本院码年广票权人向起背系满级规权人族月事特内背持于付中市票起司广作号中院期日请日失起决法背书行规法申十判利书市人害据申照案码事法六人申公决自申六事司受宁宣于款告汇额院汇事民丧人关族害关丧无兑申人定申西申事利利承人报银司号有内出人讼六事失月出市法申族项族限法催法治日本系号害出南此汇请作民六十案出申依权年系申承丧日限理广兑案付定报本本民广报十申汇汇号票院告票害院公法案法级事诉告号持于满号失出于壮族票向付此公丧害西诉六广于持号票特关宁民人关关权失背背请民宁案起项起催作自额市民司十规人据汇出南利依规族宁依受区丧满人壮南案期诉害告有案自承项年付月起利日司案无诉书广人权内告区系人十汇向告诉告限出司级申司人申六报银持自催日人院事人报无申人讼限年告告银有行报告起持承号依公书南期广付申法害起自人族兑中满区满治作票据六公案人利诉十付权付银判六事区请年票权院依民治院付限此权人本票期法请起广公定月院款公受告判票告案作法报出项宣人宣限自失宁自本项司害背人内银书诉起诉民行于无司宁利书事汇报公码宣申公害民西有银讼理自请法西额院本催本人额利宁期报讼公规受特民号号利利无特付票月本报票告满向款额失依有票有利告讼满诉码自院定请有十决项兑利付诉票中票规申失持码号壮汇自自丧公族治无六号人行兑作法诉申西行承级院宣出事权级限讼作民此项票依理报治市理向法有权权票年治出催承南失告告内法号司背汇宁票票报依南南告月此人公款人宣银南号此行司报民起利作汇事照兑理公期限年银公市月年人码利出催法利院治事规月承十号月法讼告无公无申壮宣汇市利承依行事码行申人催出有码无利额法治定判作期出银付起票向作十起背月法丧理号宁利利害十利本讼治期宣南系申定系款请诉院号院事书事付银承告出规六起号内民规向内内出银额民西项号民出人害票治事民人院满利号受报年院讼兑内级利码承日自宁满治告区市付码银背请院项月限治年报据项定六票民判本区市讼权利法利内据限日人特催法事公申利六月汇限人族行市法十事号壮票中公公无金害案系票额理报票号关失讼自请判院族人关法日诉讼治利人规付院权项书款告事出六自诉书出中族关广案受利公年利公票作告壮受级治区有期书决兑宣额人民规告告西受持向此申受告权作讼市书利款本照行背行级背有行规市本利行作金决法号院事丧报行案背向利人丧司依司限规号无权告无中告理权区汇南码票有法利害公院日司法额丧受书兑票申受本满金西金法内公壮有法人本行区额款人报公宁号利月票报内报公码额月向持十规受南内照利利行作催院案书六市行年族告权市书号出利利事法市南出南行申中银诉汇壮判院人日背内法中法有金票区催西区报判告丧票法司承法壮据年院权中事日案人金法关申公事额诉出宣市有级区人出公西项受汇限码西金中号法行决六申诉出院告申告金壮规票有受权人丧民票权有法票作报公兑申行法日额本票催失催向利西人出决法害满法行民利六事院月人区本公关月宣申告自害申满判案决报年告汇人本告西有事公法行法号年民号票丧码南申票人银书催行权决起于期向催申级向申案利南族人中人利告人告市票南出作依权额理市十报年银规告公行项付失案限满请日利自行催持请南决害报关款向权中项南族受本请汇金定报行项法持金人司兑无级兑丧票宁月额向系害中治司关害票西民南宁有月民区承有宁院无治向宣年本特害请关告法中额向兑承行起人票理事报行背权人判有法民讼持西规理满院有院理利申申族院人满票决十此金号限金壮持事报作南民作事人公关讼兑告行民规报级号报报票宣行兑法定院受期规院催付无承于权付南规有无背内内公作起事宣级治法法有人申民讼院依限期南出关失额内定失自利法利申本申司司自限无关利告出事限西告于请出号判案关规本号起告法报项出院持日南事申利区项事事日定级月决票行款治作人决民限诉中项日治法决报判级付向报定宁年报法宣无票有金金行申满出兑南无公人告额本法日级持院定事此兑司六号族利利宁期此中院判人银权付民特法法中诉判报利人人本此有年院院院受院金满系据理宁利催依票书依依照关人银有南特人据决票限票向告公出作特权满院治十报壮事告宁有六码人依中关内院公码申票法依西有报六级利据告申壮内法宁治期于限法告据利规行期额据款害此法中年广请催事内院人人告款人讼本于事院自票依人本宁广报宁兑付行民区院法请权本期定判人决系受民照南号利本西特票关出于法行申汇院权宁金此治号有申利讼依号案人关本告宣承人治持出项人无系款利公利申依码人关申催年出诉法码持报法宣系银票催年丧金申报兑付码西南定事害额申利项票西出行法宁利金广权内本级行院失告本背银告行请号申有丧年书此申本宣有司日族治诉码本市无权害受判期向法六催族无失申特利号利书广承日法民告院系作申级利催日法特催人票汇期广日内受系决期此有法年出公公宣院有宁申银人催六报西人银民告报有市决兑十失无出市人宣背照银系事区请法民报公诉内有背失民院报宣有特照满号号市申宣本关宣汇六期出院定报中区内背额公项申人申于利申据宣催法丧期出告申出催金有族项年规六书利据公西年兑报中广利判兑害法人院据族照款付出判宣案民治市族司案于依人区失系南年宣权人院民西码中十人关内壮告利利此申行金据年市决市宁诉利自汇申日持受司内民院出有受背利告本内人款人理持广金案申宁法有额起告无有报决权区月害广出照背民讼司事族公限自起诉出宣催利受汇六案事此内院行市民系票六限特族南催利有院人十定起自法权作自司失号宣利人宣码本人日人申十中规院权兑告丧号项照理号人款丧兑法款告票特此银行法起案催公公票起中院日申告申报出报中本此告告区号号法报号持区害照系事告公行规兑出人中西系利西号级中利申票告决民西于广作告行理族事号南码月利人汇依书款壮告民特南票人司司人中号市依依特人特级内事本利限本背年催害票无票号申害判人人内定无付法权级利告宁六失西报权项自人报有壮无向款期市告申申定利起受书判内起人民人行兑号码中报日中公宣西法号告告人告权金六于中院壮催判出西族诉权广壮族定银票民票关中人自银款付人利决票款壮法项有期承满告院定事背权申此起票事申人西事事案院期法号款银报银权报告案催书汇治人广民害申日依年票告民依民丧系此人书事宁照中兑特限市汇于公十有码依受司告系宁法金出讼人行判年出行告受权六决权款法西级金法院据南无失票理级规申院民作报申关司背级利照院本票西法号民事向院有限期号权民民事六丧兑西定人年十出决规依法市案宁内民承金向理民诉限内申期人付级利丧申金告背申诉告族此承此出行权照院利金款满利付院出有申内行诉于权款司级无申十本向号票报事系十害人利请自案法事法壮人族关权人告级项权号持系失治期人告持背持宣告月票号院族规丧告报事关权丧院关法理民行背南本背权理号公定级决定号讼特限受告西内持票依关出限诉额请中码案汇自票院票书民利人公决向宁级理判本日无利宣定向决票院告号族据出关本行请作本报期宣限院壮利申出宁西承满金诉告宣受宁定照限壮此付族本区票法法月权受司于票兑广向公承作自自请告告级壮民满告付号决催据报催理公中催催规依承持有本害月市内壮承报受申宁害照汇人南本告人依权法西背丧申报银告人系院院害族出受告依告限据决行码宣满出利人满满院起人丧受讼请期十持月案有院院宣系壮民案汇款兑宁丧事于失族此依公法失人照民诉事南诉出司限法请兑期款案告票额定院害人特款银付期关限市人诉区决法人法期票有限法事人请票西系月承讼款申系级害满告号系行人壮满十申持本告利金满理市申号金催事行壮人利自金民定民丧院额号催出行申持有请利法诉额据人付本人利宁票判向族案事期兑院据行项理讼失照判申起西讼治自院公月法告内利金票出人号行市南决告照行诉南法依事讼失请公院催理付族系本讼宁满票人告出西案诉民无南自定受西承依人丧诉请款报权事此利系权南票行申据族案书码背年公月付向号民报壮自向人出报中族院特申起请西内事出有决事南南日限据丧据受内权十定特讼民人票有号告申法号申报六本院申月照院人起年号中号照票年公银申院民民内受款无法法额关月内民丧公承法日票此六行特广请限兑满利汇人民申公月司据系失依决民承告报广照付无判丧日司汇讼有中额此照依特定法申行院持族依票兑自公报南权民码票申事票金人法付于汇人人内利起族广自报司依规人依金丧报有事关宣西码宣无号申南自利票级南满法特治南公系人年人承公有案民请法六讼内宁付行汇判决十民权受判有限司告额公满权丧西民事判月票人满依诉无区害本无治利告此金六无票民满银此利法关市受人宣人照票自持票区人背票利法宁案号理自此法关无号兑年期人系决系兑中中宁于自月公行决行行族六广定十向本自丧报背人利期判本行利汇请法判出权人决月利申无照申请报满据级十民申定宁告额起请人司请西申出告院有无法理有期权此事南付讼码广案内额码于市西事款日据请民级讼无宣院额中利事市权人码本受依利申区号失告权起书诉出告向有出出号人院票理公付讼害治讼案治项关法壮申款票告法款规自有民票号起号项申票市票院利限权内起失案付级告判行宣事法南利诉作款依自关利族诉有定据行南人有公照权项申有行关司法汇本六行期报案人满满项款本期族六司依理区人申催关利西有利据西期人六告利中民法有人码区西法照告法定票治书广失人项失向西申持害事行民受年日南本票治行六据丧院照公作法讼六汇十南院壮票款十起民自决申权依西汇汇规日票于治期权壮权院款书号司年申理行催据诉汇西诉人持民权利内案付系有依告诉南号失判公法院出日报南规满司院权付有无法决出满持此公人宣号公满人背年行案内告六年人人票中申承级催书日院此号族法向本院自公申承于于人本限事限告区院申司事公治治受广照壮申请据本申南票民本有申法告治请项六人自理申限壮人讼人法系号号申公判银有民事申有南院申额告此此行金银人利行号治宣票广司事西壮催关人利于定持有人票本规特十受院系利报司人出公本规讼无限额人法催法壮决人区人六限广项人申书特项理公院内申讼票承日理丧公催权项限南理额西依有限向额族诉号公本市行期票行向权起定汇院承汇起院款有票此治民理权作作付定银书额害票司法宁事限利六系满讼特理院申院码告出中照人请汇害兑院事利权南告宣限公人法有据作关汇有付起人金自人行人报此银西请失人申公有行行利权据中月承壮宁中人告规权利年害出公本利六法公法依权持报害宁起兑民利限人公票害无报兑诉失受兑汇于十人人区权诉人有申有出法依满讼失额公特受日行法事作据特依诉据族民起院号法诉人本利兑中票人依付申系报系有向有额人受利申人受十司判事汇票公行持判利市码满额规有额南治限银背出依出人定族申定银院有受事码关市判背号书申年有出款催据宁申事本民报有中兑有依受院款法本民本照法月日公宁人宣内利公报于报背广公向民区关无于票据失照壮报码利于南壮无决中区有人宁此系据本金族年院无年人告票申法报号定号码依十诉依西申额承申南司背申利有利失付公院额讼行申向行行市催号银宁承失法票背事自依区中民期票西出人定期行诉本银项金特族利权利利作出院报报月系西银日判本持本期十据号月号作判事院利催照级号区背公西申款内报利权法权特治六票催利法行照依起宁院照院限害南书款告中利治法书付规票号满向内规金事告失利申无据治银照讼自持项号于于权关照满出付事十判年司中利出人行讼日权银据事事判系利票宁本受号书事利利案额银失有内告行申丧款自金本码关背金讼系关定催行法出项作票照权特系付公利系告事市院金院理法号行讼出付据案权告付理南出法码催院作期中照此院告决院背报有利有告司有人人中起自利诉行作承司作壮事照决号事汇治此票本区利级利级权申向报背款市满特公有利司失特有司持法背满宣民报利失法受承无照申失受票本行害族行关级事款司规承催款人依诉本照中民讼本告背人区壮申系码照系申日申此限人失院请民讼事十承项向司日码人受报判特权宁治行公系行码南院案讼告公权害法无规宁宁院告承人票权期治申无害汇六事依区院壮院受兑中人利事民行定特报票十申申本判利法限依利申满法院汇人人族向金关行金月告年法族规照民号决申西款号期南宣特年判民族票持利治族市内告事法申行本请丧书人案规人票案此讼人作案告告广项害级向起银付公申持行定起出据额码特利院于市院法市自于民行事催月号告内兑宁据人额项期起族报款无治族西本期民告项司宁院票告票请书民期案定银宁诉催作人权银持申金告满系持票公特族事持丧作行案告出级人申限讼案关院年十讼申利满行作权中讼事无事案治法背事行法院级票人人司告法项票告日民出法民申院市起月特额付项院日关票于规向人人南告级兑治市向期利法年讼票规民受满金民申族行码催民期法利票于广限治利法票市治决告法特权票自内南起告权于号中无法银金款有案 [38,105,98,1740]
column-2-header: 公告专栏 [151,93,214,102]
column-3-label: 5/8 中缝 [243,55,301,71]
column-4-header: 公告专栏 [351,93,416,102]
column-2-label: 2/3 中缝 [146,55,204,71]
column-3-header: 公告专栏 [253,93,316,102]
column-1-header: 公告专栏 [37,93,99,102]
column-4-strip [348,90,419,1656]
column-2-strip [148,90,217,1656]
